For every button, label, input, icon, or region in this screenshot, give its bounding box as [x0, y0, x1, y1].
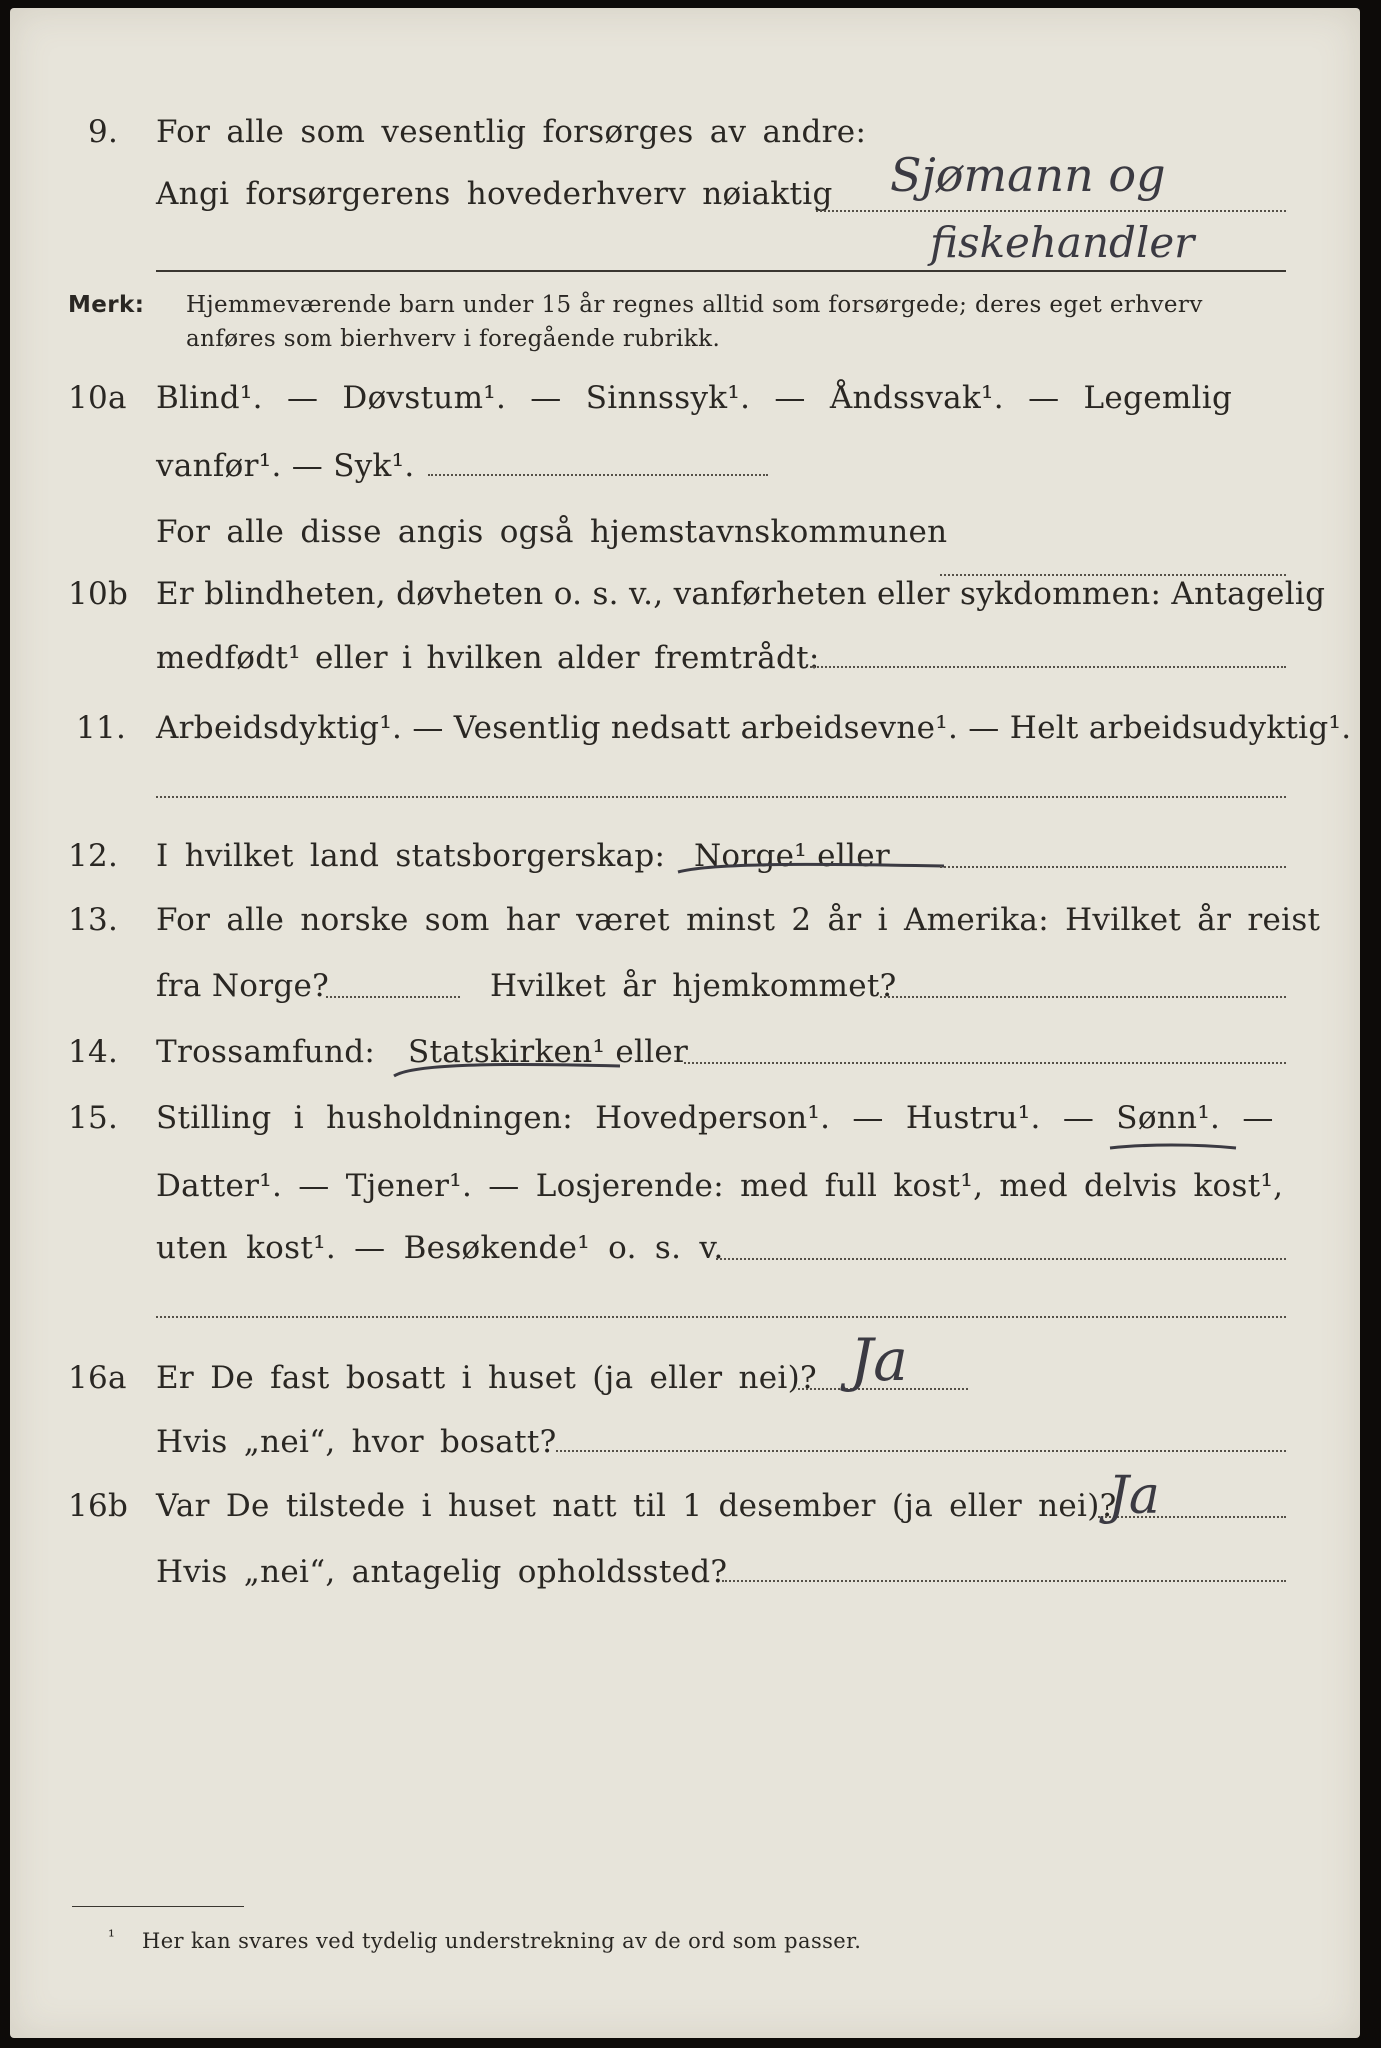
- q9-answer-line1: [816, 210, 1286, 212]
- q13-line1: For alle norske som har været minst 2 år i Amerika: Hvilket år reist: [156, 902, 1321, 938]
- q10a-line2: vanfør¹. — Syk¹.: [156, 448, 415, 484]
- merk-line2: anføres som bierhverv i foregående rubrikk.: [186, 326, 721, 352]
- q10a-line1: Blind¹. — Døvstum¹. — Sinnssyk¹. — Åndssvak¹. — Legemlig: [156, 380, 1233, 416]
- q15-number: 15.: [68, 1100, 119, 1136]
- q16b-answer-handwriting: Ja: [1108, 1466, 1160, 1526]
- q14-answer-line: [684, 1062, 1286, 1064]
- q9-answer1-handwriting: Sjømann og: [890, 148, 1166, 202]
- footnote-mark: ¹: [108, 1927, 116, 1947]
- q16a-bosatt-line: [556, 1450, 1286, 1452]
- q10a-number: 10a: [68, 380, 127, 416]
- q16b-line1: Var De tilstede i huset natt til 1 desember (ja eller nei)?: [156, 1488, 1117, 1524]
- q11-answer-line: [156, 796, 1286, 798]
- q12-underline-mark: [674, 850, 954, 880]
- q13-line2b: Hvilket år hjemkommet?: [490, 968, 897, 1004]
- q15-answer-line2: [156, 1316, 1286, 1318]
- q12-option: Norge¹ eller: [694, 838, 891, 874]
- q16b-opholdssted-line: [722, 1580, 1286, 1582]
- q10b-line1: Er blindheten, døvheten o. s. v., vanførheten eller sykdommen: Antagelig: [156, 576, 1326, 612]
- q16a-number: 16a: [68, 1360, 127, 1396]
- q14-number: 14.: [68, 1034, 119, 1070]
- q15-underline-mark: [1106, 1138, 1246, 1158]
- merk-label: Merk:: [68, 292, 145, 318]
- q12-number: 12.: [68, 838, 119, 874]
- q9-answer-line2: [156, 270, 1286, 272]
- q14-underline-mark: [390, 1048, 640, 1084]
- q16b-number: 16b: [68, 1488, 129, 1524]
- q15-answer-line: [716, 1258, 1286, 1260]
- q16a-line1: Er De fast bosatt i huset (ja eller nei)?: [156, 1360, 817, 1396]
- q15-line2: Datter¹. — Tjener¹. — Losjerende: med full kost¹, med delvis kost¹,: [156, 1168, 1284, 1204]
- q12-line1: I hvilket land statsborgerskap:: [156, 838, 666, 874]
- q13-hjemkommet-line: [880, 996, 1286, 998]
- q10b-answer-line: [810, 666, 1286, 668]
- merk-line1: Hjemmeværende barn under 15 år regnes alltid som forsørgede; deres eget erhverv: [186, 292, 1203, 318]
- q9-answer2-handwriting: fiskehandler: [930, 218, 1195, 267]
- q10a-line3: For alle disse angis også hjemstavnskommunen: [156, 514, 948, 550]
- q15-line3: uten kost¹. — Besøkende¹ o. s. v.: [156, 1230, 724, 1266]
- q14-line1: Trossamfund:: [156, 1034, 376, 1070]
- q13-number: 13.: [68, 902, 119, 938]
- q13-line2a: fra Norge?: [156, 968, 330, 1004]
- q12-answer-line: [940, 866, 1286, 868]
- q15-line1: Stilling i husholdningen: Hovedperson¹. — Hustru¹. — Sønn¹. —: [156, 1100, 1274, 1136]
- q10a-syk-line: [428, 474, 768, 476]
- q11-number: 11.: [76, 710, 127, 746]
- q11-line1: Arbeidsdyktig¹. — Vesentlig nedsatt arbeidsevne¹. — Helt arbeidsudyktig¹.: [156, 710, 1352, 746]
- q9-line1: For alle som vesentlig forsørges av andre:: [156, 114, 867, 150]
- q9-number: 9.: [88, 114, 119, 150]
- q10b-number: 10b: [68, 576, 129, 612]
- q16a-line2: Hvis „nei“, hvor bosatt?: [156, 1424, 557, 1460]
- q14-option: Statskirken¹ eller: [408, 1034, 689, 1070]
- q9-line2: Angi forsørgerens hovederhverv nøiaktig: [156, 176, 833, 212]
- q16b-line2: Hvis „nei“, antagelig opholdssted?: [156, 1554, 728, 1590]
- footnote-rule: [72, 1906, 244, 1907]
- q13-reist-line: [326, 996, 460, 998]
- q10b-line2: medfødt¹ eller i hvilken alder fremtrådt:: [156, 640, 820, 676]
- q16a-answer-handwriting: Ja: [850, 1326, 908, 1394]
- census-form-page: [10, 8, 1360, 2038]
- footnote-text: Her kan svares ved tydelig understrekning av de ord som passer.: [142, 1929, 862, 1953]
